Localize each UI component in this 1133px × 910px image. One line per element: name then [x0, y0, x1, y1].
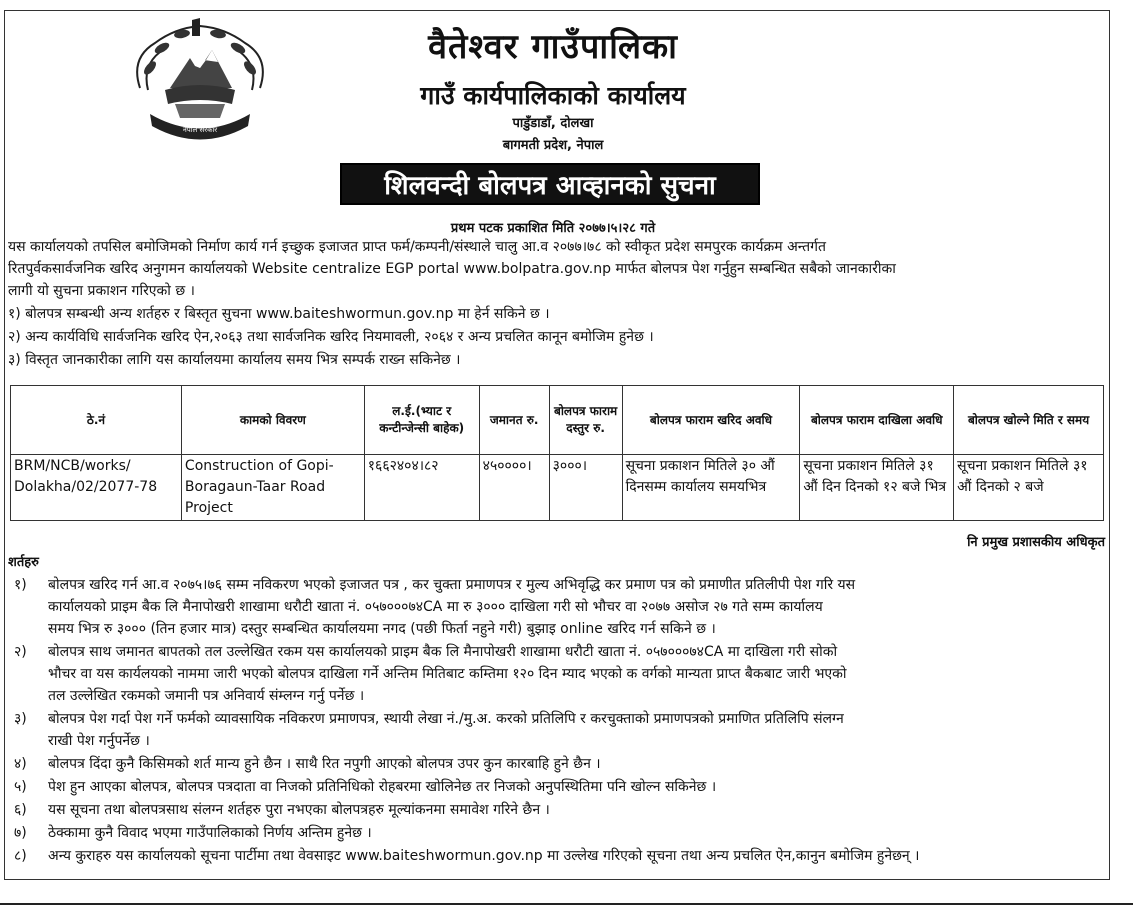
condition-line: अन्य कुराहरु यस कार्यालयको सूचना पार्टीमा तथा वेवसाइट www.baiteshwormun.gov.np मा उल्लेख गरिएको सूचना तथा अन्य प्रचलित ऐन,कानुन बमोजिम हुनेछन् । [48, 848, 920, 864]
office-name: गाउँ कार्यपालिकाको कार्यालय [420, 81, 686, 110]
condition-text [48, 845, 1100, 867]
condition-line: बोलपत्र खरिद गर्न आ.व २०७५।७६ सम्म नविकरण भएको इजाजत पत्र , कर चुक्ता प्रमाणपत्र र मुल्य अभिवृद्धि कर प्रमाण पत्र को प्रमाणीत प्रतिलीपी पेश गरि यस [48, 577, 856, 593]
table-header-row [11, 386, 1104, 455]
cell-contract-no: BRM/NCB/works/ Dolakha/02/2077-78 [11, 455, 182, 521]
cell-submission-period: सूचना प्रकाशन मितिले ३१ औं दिन दिनको १२ बजे भित्र [800, 455, 954, 521]
intro-point-2: २) अन्य कार्यविधि सार्वजनिक खरिद ऐन,२०६३ तथा सार्वजनिक खरिद नियमावली, २०६४ र अन्य प्रचलित कानून बमोजिम हुनेछ । [8, 329, 654, 345]
intro-point-3: ३) विस्तृत जानकारीका लागि यस कार्यालयमा कार्यालय समय भित्र सम्पर्क राख्न सकिनेछ । [8, 352, 461, 368]
condition-item [8, 574, 1102, 640]
condition-number: ३) [14, 711, 27, 727]
condition-text [48, 753, 1100, 775]
col-bid-security: जमानत रु. [479, 386, 549, 455]
office-location: पाडुँडाडाँ, दोलखा [512, 116, 594, 131]
condition-line: बोलपत्र पेश गर्दा पेश गर्ने फर्मको व्यावसायिक नविकरण प्रमाणपत्र, स्थायी लेखा नं./मु.अ. करको प्रतिलिपि र करचुक्ताको प्रमाणपत्रको प्रमाणित प्रतिलिपि संलग्न [48, 711, 844, 727]
col-purchase-period: बोलपत्र फाराम खरिद अवधि [622, 386, 800, 455]
condition-item [8, 822, 1102, 844]
condition-text [48, 799, 1100, 821]
intro-line-3: लागी यो सुचना प्रकाशन गरिएको छ । [8, 283, 195, 299]
condition-item [8, 641, 1102, 707]
condition-text [48, 708, 1100, 752]
emblem-motto: नेपाल सरकार [182, 126, 218, 134]
intro-line-1: यस कार्यालयको तपसिल बमोजिमको निर्माण कार्य गर्न इच्छुक इजाजत प्राप्त फर्म/कम्पनी/संस्थाले चालु आ.व २०७७।७८ को स्वीकृत प्रदेश समपुरक कार्यक्रम अन्तर्गत [8, 239, 826, 255]
condition-number: ६) [14, 802, 27, 818]
condition-number: २) [14, 644, 27, 660]
cell-form-fee: ३०००। [549, 455, 622, 521]
bid-table [10, 385, 1104, 521]
publication-date: प्रथम पटक प्रकाशित मिति २०७७।५।२८ गते [450, 221, 656, 236]
condition-line: तल उल्लेखित रकमको जमानी पत्र अनिवार्य संम्लग्न गर्नु पर्नेछ । [48, 688, 365, 704]
condition-line: बोलपत्र दिंदा कुनै किसिमको शर्त मान्य हुने छैन । साथै रित नपुगी आएको बोलपत्र उपर कुन कारबाहि हुने छैन । [48, 756, 601, 772]
cell-purchase-period: सूचना प्रकाशन मितिले ३० औं दिनसम्म कार्यालय समयभित्र [622, 455, 800, 521]
cell-opening-date: सूचना प्रकाशन मितिले ३१ औं दिनको २ बजे [954, 455, 1104, 521]
cell-cost-estimate: १६६२४०४।८२ [364, 455, 479, 521]
condition-item [8, 845, 1102, 867]
org-name: वैतेश्वर गाउँपालिका [428, 27, 678, 67]
cell-bid-security: ४५००००। [479, 455, 549, 521]
condition-line: समय भित्र रु ३००० (तिन हजार मात्र) दस्तुर सम्बन्धित कार्यालयमा नगद (पछी फिर्ता नहुने गरी) बुझाइ online खरिद गर्न सकिने छ । [48, 621, 716, 637]
condition-number: ५) [14, 779, 27, 795]
col-submission-period: बोलपत्र फाराम दाखिला अवधि [800, 386, 954, 455]
condition-text [48, 822, 1100, 844]
condition-item [8, 776, 1102, 798]
intro-point-1: १) बोलपत्र सम्बन्धी अन्य शर्तहरु र बिस्तृत सुचना www.baiteshwormun.gov.np मा हेर्न सकिने छ । [8, 306, 550, 322]
intro-line-2: रितपुर्वकसार्वजनिक खरिद अनुगमन कार्यालयको Website centralize EGP portal www.bolpatra.gov.np मार्फत बोलपत्र पेश गर्नुहुन सम्बन्धित सबैको जानकारीका [8, 261, 896, 277]
condition-line: कार्यालयको प्राइम बैक लि मैनापोखरी शाखामा धरौटी खाता नं. ०५७०००७४CA मा रु ३००० दाखिला गरी सो भौचर वा २०७७ असोज २७ गते सम्म कार्यालय [48, 599, 823, 615]
conditions-heading: शर्तहरु [8, 555, 39, 570]
condition-text [48, 574, 1100, 640]
cell-description: Construction of Gopi-Boragaun-Taar Road Project [181, 455, 364, 521]
condition-line: पेश हुन आएका बोलपत्र, बोलपत्र पत्रदाता वा निजको प्रतिनिधिको रोहबरमा खोलिनेछ तर निजको अनुपस्थितिमा पनि खोल्न सकिनेछ । [48, 779, 717, 795]
condition-number: ७) [14, 825, 27, 841]
condition-line: बोलपत्र साथ जमानत बापतको तल उल्लेखित रकम यस कार्यालयको प्राइम बैक लि मैनापोखरी शाखामा धरौटी खाता नं. ०५७०००७४CA मा दाखिला गरी सोको [48, 644, 838, 660]
condition-line: यस सूचना तथा बोलपत्रसाथ संलग्न शर्तहरु पुरा नभएका बोलपत्रहरु मूल्यांकनमा समावेश गरिने छैन । [48, 802, 550, 818]
office-province: बागमती प्रदेश, नेपाल [502, 138, 604, 153]
signatory-title: नि प्रमुख प्रशासकीय अधिकृत [967, 535, 1105, 550]
condition-number: ४) [14, 756, 27, 772]
col-opening-date: बोलपत्र खोल्ने मिति र समय [954, 386, 1104, 455]
bottom-rule [0, 903, 1133, 905]
condition-item [8, 708, 1102, 752]
col-description: कामको विवरण [181, 386, 364, 455]
condition-line: भौचर वा यस कार्यलयको नाममा जारी भएको बोलपत्र दाखिला गर्ने अन्तिम मितिबाट कम्तिमा १२० दिन म्याद भएको क वर्गको मान्यता प्राप्त बैकबाट जारी भएको [48, 666, 847, 682]
condition-number: ८) [14, 848, 27, 864]
col-cost-estimate: ल.ई.(भ्याट र कन्टीन्जेन्सी बाहेक) [364, 386, 479, 455]
col-contract-no: ठे.नं [11, 386, 182, 455]
condition-line: राखी पेश गर्नुपर्नेछ । [48, 733, 150, 749]
condition-text [48, 641, 1100, 707]
condition-number: १) [14, 577, 27, 593]
condition-item [8, 753, 1102, 775]
col-form-fee: बोलपत्र फाराम दस्तुर रु. [549, 386, 622, 455]
condition-item [8, 799, 1102, 821]
condition-line: ठेक्कामा कुनै विवाद भएमा गाउँपालिकाको निर्णय अन्तिम हुनेछ । [48, 825, 372, 841]
notice-title: शिलवन्दी बोलपत्र आव्हानको सुचना [340, 163, 760, 205]
table-row [11, 455, 1104, 521]
condition-text [48, 776, 1100, 798]
